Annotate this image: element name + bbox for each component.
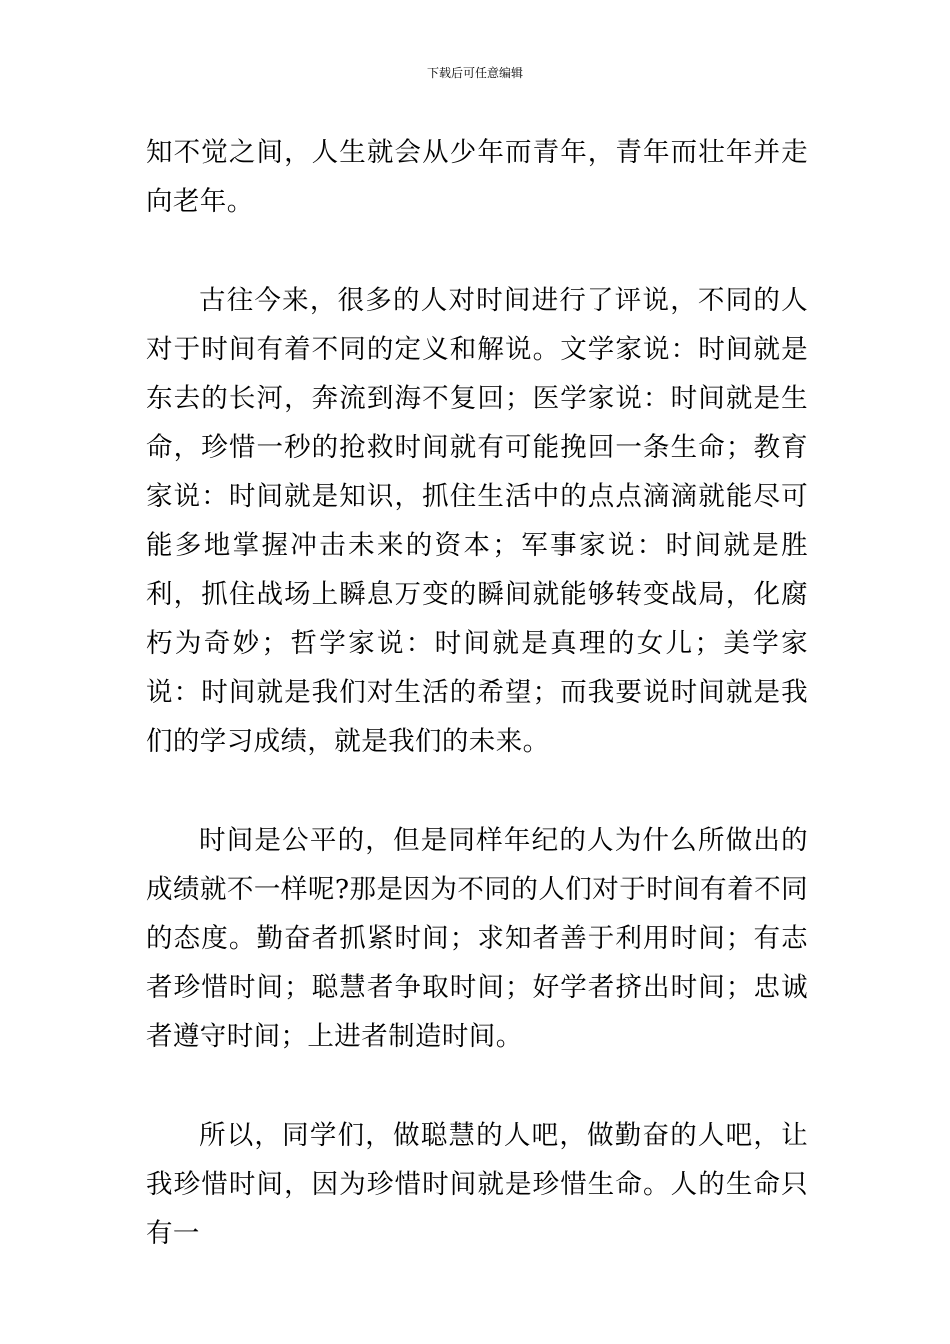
paragraph-1: 知不觉之间，人生就会从少年而青年，青年而壮年并走向老年。 — [146, 137, 808, 217]
paragraph-4: 所以，同学们，做聪慧的人吧，做勤奋的人吧，让我珍惜时间，因为珍惜时间就是珍惜生命。人的生命只有一 — [146, 1120, 808, 1249]
document-body — [146, 128, 808, 1258]
paragraph-gap — [146, 226, 808, 276]
paragraph-gap — [146, 1061, 808, 1111]
paragraph-3: 时间是公平的，但是同样年纪的人为什么所做出的成绩就不一样呢?那是因为不同的人们对于时间有着不同的态度。勤奋者抓紧时间；求知者善于利用时间；有志者珍惜时间；聪慧者争取时间；好学者挤出时间；忠诚者遵守时间；上进者制造时间。 — [146, 825, 808, 1052]
paragraph-gap — [146, 766, 808, 816]
paragraph-2: 古往今来，很多的人对时间进行了评说，不同的人对于时间有着不同的定义和解说。文学家说：时间就是东去的长河，奔流到海不复回；医学家说：时间就是生命，珍惜一秒的抢救时间就有可能挽回一条生命；教育家说：时间就是知识，抓住生活中的点点滴滴就能尽可能多地掌握冲击未来的资本；军事家说：时间就是胜利，抓住战场上瞬息万变的瞬间就能够转变战局，化腐朽为奇妙；哲学家说：时间就是真理的女儿；美学家说：时间就是我们对生活的希望；而我要说时间就是我们的学习成绩，就是我们的未来。 — [146, 285, 808, 757]
page-header: 下载后可任意编辑 — [426, 66, 523, 80]
